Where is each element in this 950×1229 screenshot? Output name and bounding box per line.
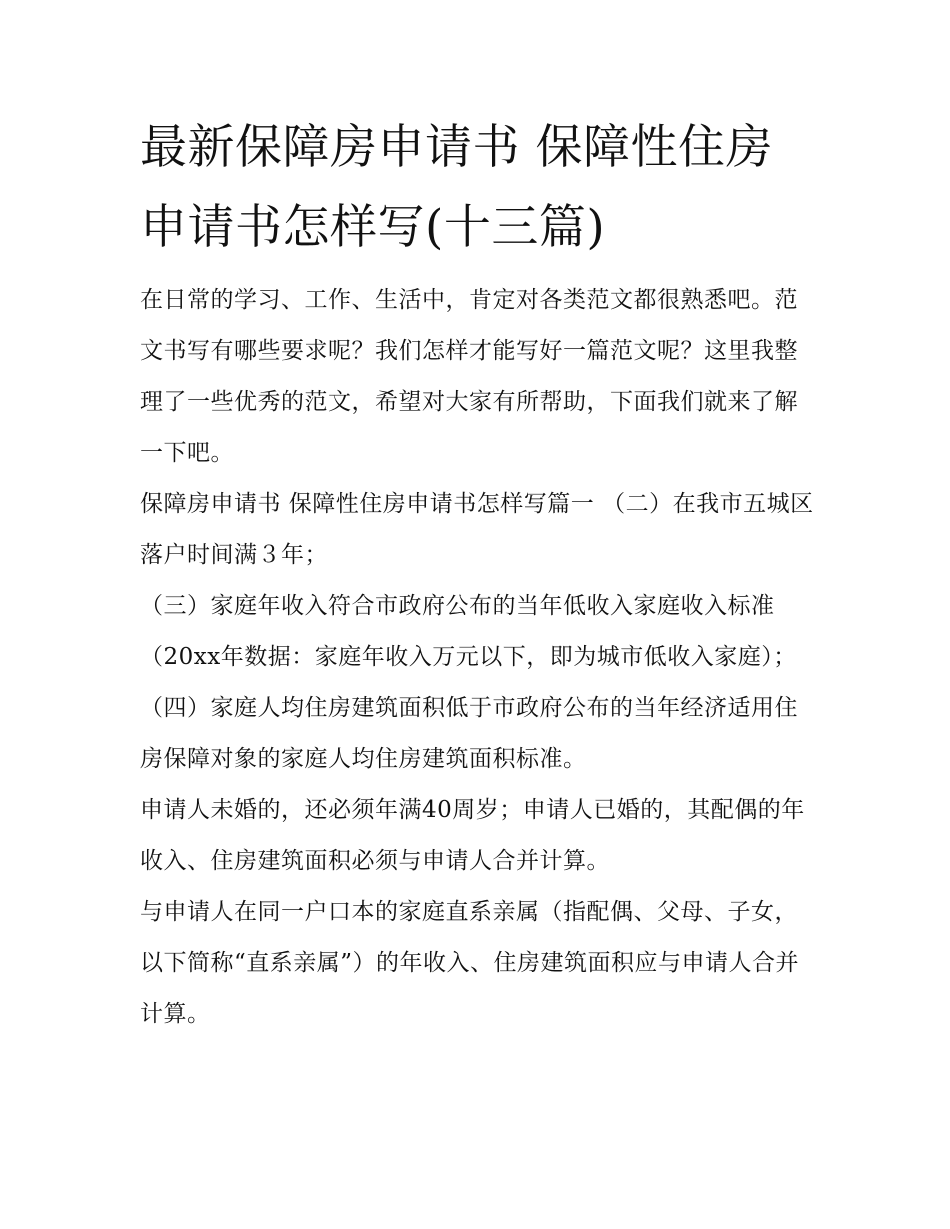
paragraph-marital-status: 申请人未婚的，还必须年满40周岁；申请人已婚的，其配偶的年收入、住房建筑面积必须与申请人合并计算。 [140,797,805,874]
paragraph-family-members: 与申请人在同一户口本的家庭直系亲属（指配偶、父母、子女，以下简称“直系亲属”）的年收入、住房建筑面积应与申请人合并计算。 [140,899,800,1027]
document-body [140,275,820,1040]
paragraph-section-one: 保障房申请书 保障性住房申请书怎样写篇一 （二）在我市五城区落户时间满３年； [140,491,814,568]
document-title: 最新保障房申请书 保障性住房申请书怎样写(十三篇) [140,120,773,255]
paragraph-income-standard: （三）家庭年收入符合市政府公布的当年低收入家庭收入标准（20xx年数据：家庭年收入万元以下，即为城市低收入家庭）； [140,593,797,670]
paragraph-housing-area: （四）家庭人均住房建筑面积低于市政府公布的当年经济适用住房保障对象的家庭人均住房建筑面积标准。 [140,695,798,772]
intro-paragraph: 在日常的学习、工作、生活中，肯定对各类范文都很熟悉吧。范文书写有哪些要求呢？我们怎样才能写好一篇范文呢？这里我整理了一些优秀的范文，希望对大家有所帮助，下面我们就来了解一下吧。 [140,287,798,466]
